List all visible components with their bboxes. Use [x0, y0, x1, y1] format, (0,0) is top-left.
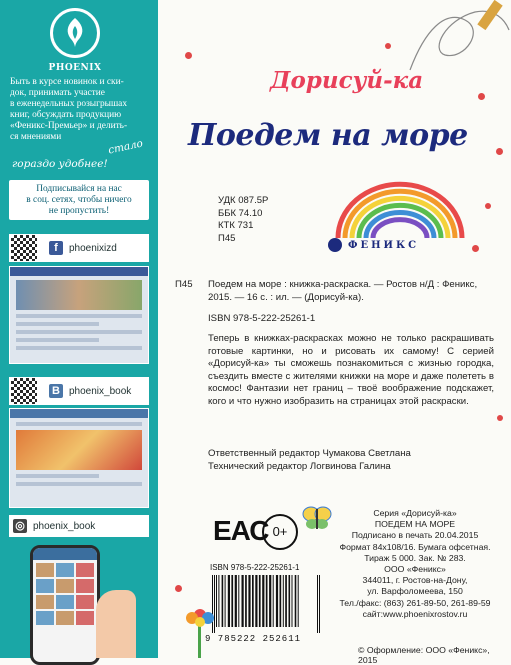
barcode-bar [319, 575, 320, 633]
bibliographic-record: Поедем на море : книжка-раскраска. — Ростов н/Д : Феникс, 2015. — 16 с. : ил. — (Дорисуй-ка). [208, 279, 478, 303]
editors [208, 448, 411, 473]
social-row-instagram[interactable] [9, 515, 149, 537]
rainbow-illustration [330, 178, 470, 240]
imprint-line: ул. Варфоломеева, 150 [367, 586, 463, 597]
vk-icon: B [49, 384, 63, 398]
phoenix-logo-icon [50, 8, 100, 58]
promo-line: Быть в курсе новинок и ски- [10, 77, 124, 87]
subscribe-line: Подписывайся на нас [36, 184, 122, 194]
imprint-line: Формат 84х108/16. Бумага офсетная. [339, 541, 491, 552]
barcode-bar [262, 575, 264, 627]
imprint-block [325, 508, 505, 620]
barcode-isbn: ISBN 978-5-222-25261-1 [210, 563, 300, 572]
barcode-bar [285, 575, 287, 627]
publisher-name: ФЕНИКС [348, 240, 420, 251]
flower-illustration [180, 600, 220, 658]
decor-dot [485, 203, 491, 209]
editor-line: Технический редактор Логвинова Галина [208, 460, 391, 472]
publisher-logo-icon [328, 238, 342, 252]
isbn-line: ISBN 978-5-222-25261-1 [208, 313, 316, 324]
barcode-bar [225, 575, 226, 627]
barcode-bar [252, 575, 254, 627]
decor-dot [385, 43, 391, 49]
social-row-facebook[interactable] [9, 234, 149, 262]
imprint-line: Подписано в печать 20.04.2015 [351, 530, 479, 541]
promo-line: док, принимать участие [10, 88, 105, 98]
age-rating-badge: 0+ [262, 514, 298, 550]
imprint-line: Тел./факс: (863) 261-89-50, 261-89-59 [339, 597, 491, 608]
annotation: Теперь в книжках-раскрасках можно не только раскрашивать готовые картинки, но и рисовать их самому! С серией «Дорисуй-ка» ты сможешь познакомиться с жизнью городка, съездить вместе с жителями книжки на море и даже полететь в космос! Фантазии нет границ – твоё воображение подскажет, кого и что нужно изобразить на страницах этой раскраски. [208, 333, 494, 407]
series-title: Дорисуй-ка [270, 67, 424, 94]
imprint-line: Серия «Дорисуй-ка» [373, 508, 457, 518]
promo-line: «Феникс-Премьер» и делить- [10, 121, 128, 131]
classification-line: ББК 74.10 [218, 207, 263, 219]
decor-dot [497, 415, 503, 421]
decor-dot [478, 93, 485, 100]
subscribe-line: в соц. сетях, чтобы ничего [26, 195, 132, 205]
decor-dot [472, 245, 479, 252]
subscribe-box [9, 180, 149, 220]
barcode-bar [235, 575, 237, 627]
barcode-bar [259, 575, 261, 627]
imprint-line: ООО «Феникс» [384, 564, 446, 575]
classification-line: КТК 731 [218, 220, 254, 231]
barcode [210, 575, 322, 633]
barcode-bar [231, 575, 233, 627]
barcode-number: 9 785222 252611 [205, 634, 302, 644]
barcode-bar [283, 575, 284, 627]
facebook-screenshot [9, 266, 149, 364]
barcode-bar [242, 575, 244, 627]
barcode-bar [276, 575, 278, 627]
barcode-bar [273, 575, 274, 627]
vk-screenshot [9, 408, 149, 508]
social-handle: phoenix_book [33, 520, 96, 532]
social-row-vk[interactable] [9, 377, 149, 405]
barcode-bar [248, 575, 250, 627]
hand-illustration [96, 590, 136, 658]
barcode-bar [280, 575, 282, 627]
imprint-line: ПОЕДЕМ НА МОРЕ [374, 519, 456, 530]
promo-line: ся мнениями [10, 132, 62, 142]
barcode-bar [245, 575, 247, 627]
barcode-bar [255, 575, 257, 627]
handwritten-note: гораздо удобнее! [12, 158, 108, 170]
catalog-code: П45 [175, 279, 193, 290]
classification-line: П45 [218, 232, 236, 244]
barcode-bar [295, 575, 297, 627]
barcode-bar [238, 575, 239, 627]
qr-code-icon [9, 234, 37, 262]
barcode-bar [266, 575, 268, 627]
barcode-bar [269, 575, 271, 627]
barcode-bar [298, 575, 299, 627]
barcode-bar [222, 575, 224, 627]
barcode-bar [292, 575, 293, 627]
qr-code-icon [9, 377, 37, 405]
imprint-line: сайт:www.phoenixrostov.ru [362, 608, 468, 619]
promo-text [10, 77, 148, 143]
phone-mockup [30, 545, 100, 665]
decor-dot [496, 148, 503, 155]
copyright: © Оформление: ООО «Феникс», 2015 [358, 645, 490, 665]
instagram-icon: ◎ [13, 519, 27, 533]
decor-dot [175, 585, 182, 592]
social-handle: phoenixizd [69, 242, 117, 254]
barcode-bar [317, 575, 318, 633]
classification-codes [218, 195, 268, 245]
imprint-line: 344011, г. Ростов-на-Дону, [362, 575, 468, 586]
barcode-bar [228, 575, 230, 627]
brand-name: PHOENIX [48, 63, 102, 73]
eac-mark: ЕАС [213, 515, 269, 546]
handwritten-note: стало [107, 137, 144, 157]
barcode-bar [289, 575, 291, 627]
subscribe-line: не пропустить! [48, 206, 110, 216]
promo-line: книг, обсуждать продукцию [10, 110, 122, 120]
imprint-line: Тираж 5 000. Зак. № 283. [364, 552, 466, 563]
editor-line: Ответственный редактор Чумакова Светлана [208, 448, 411, 459]
decor-dot [185, 52, 192, 59]
promo-line: в еженедельных розыгрышах [10, 99, 128, 109]
book-title: Поедем на море [188, 118, 468, 153]
facebook-icon: f [49, 241, 63, 255]
social-handle: phoenix_book [69, 385, 132, 397]
classification-line: УДК 087.5Р [218, 195, 269, 206]
